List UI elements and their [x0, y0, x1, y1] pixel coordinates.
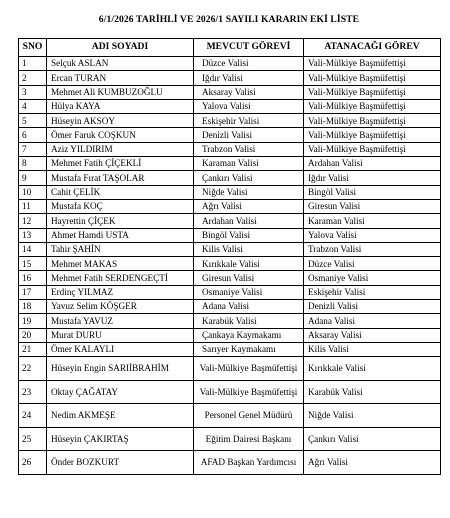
cell-name: Selçuk ASLAN [47, 57, 194, 71]
cell-assigned-duty: Vali-Mülkiye Başmüfettişi [304, 128, 441, 142]
cell-sno: 2 [19, 71, 47, 85]
cell-name: Murat DURU [47, 328, 194, 342]
cell-assigned-duty: Düzce Valisi [304, 257, 441, 271]
cell-sno: 21 [19, 342, 47, 356]
cell-current-duty: Yalova Valisi [194, 99, 304, 113]
column-header-assigned-duty: ATANACAĞI GÖREV [304, 39, 441, 57]
cell-name: Ercan TURAN [47, 71, 194, 85]
cell-assigned-duty: Ardahan Valisi [304, 157, 441, 171]
cell-assigned-duty: Denizli Valisi [304, 300, 441, 314]
cell-assigned-duty: Yalova Valisi [304, 228, 441, 242]
cell-name: Nedim AKMEŞE [47, 404, 194, 428]
table-row [19, 57, 441, 71]
table-row [19, 427, 441, 451]
table-row [19, 142, 441, 156]
table-row [19, 71, 441, 85]
cell-name: Yavuz Selim KÖŞGER [47, 300, 194, 314]
cell-sno: 5 [19, 114, 47, 128]
cell-current-duty: Bingöl Valisi [194, 228, 304, 242]
cell-sno: 26 [19, 451, 47, 475]
cell-current-duty: Vali-Mülkiye Başmüfettişi [194, 380, 304, 404]
cell-sno: 19 [19, 314, 47, 328]
table-row [19, 228, 441, 242]
cell-name: Mehmet Fatih ÇİÇEKLİ [47, 157, 194, 171]
cell-current-duty: Çankaya Kaymakamı [194, 328, 304, 342]
cell-name: Aziz YILDIRIM [47, 142, 194, 156]
table-row [19, 242, 441, 256]
cell-name: Mehmet Ali KUMBUZOĞLU [47, 85, 194, 99]
cell-sno: 4 [19, 99, 47, 113]
cell-current-duty: Ardahan Valisi [194, 214, 304, 228]
appointment-table [18, 38, 441, 475]
cell-current-duty: Düzce Valisi [194, 57, 304, 71]
cell-name: Hüseyin Engin SARIİBRAHİM [47, 357, 194, 381]
table-row [19, 114, 441, 128]
cell-sno: 1 [19, 57, 47, 71]
cell-current-duty: Sarıyer Kaymakamı [194, 342, 304, 356]
cell-assigned-duty: Bingöl Valisi [304, 185, 441, 199]
document-title: 6/1/2026 TARİHLİ VE 2026/1 SAYILI KARARIN EKİ LİSTE [98, 14, 360, 25]
table-row [19, 199, 441, 213]
table-row [19, 185, 441, 199]
cell-name: Hüseyin ÇAKIRTAŞ [47, 427, 194, 451]
cell-current-duty: Eğitim Dairesi Başkanı [194, 427, 304, 451]
table-row [19, 257, 441, 271]
table-row [19, 380, 441, 404]
cell-sno: 22 [19, 357, 47, 381]
cell-sno: 18 [19, 300, 47, 314]
cell-name: Mustafa KOÇ [47, 199, 194, 213]
cell-assigned-duty: Eskişehir Valisi [304, 285, 441, 299]
cell-current-duty: Niğde Valisi [194, 185, 304, 199]
cell-assigned-duty: Vali-Mülkiye Başmüfettişi [304, 85, 441, 99]
cell-current-duty: Osmaniye Valisi [194, 285, 304, 299]
cell-name: Mustafa Fırat TAŞOLAR [47, 171, 194, 185]
cell-assigned-duty: Trabzon Valisi [304, 242, 441, 256]
table-row [19, 451, 441, 475]
cell-sno: 6 [19, 128, 47, 142]
table-row [19, 285, 441, 299]
cell-name: Önder BOZKURT [47, 451, 194, 475]
cell-current-duty: Giresun Valisi [194, 271, 304, 285]
cell-assigned-duty: Giresun Valisi [304, 199, 441, 213]
cell-sno: 11 [19, 199, 47, 213]
cell-assigned-duty: Vali-Mülkiye Başmüfettişi [304, 114, 441, 128]
cell-sno: 12 [19, 214, 47, 228]
cell-sno: 7 [19, 142, 47, 156]
cell-assigned-duty: Aksaray Valisi [304, 328, 441, 342]
cell-current-duty: Eskişehir Valisi [194, 114, 304, 128]
column-header-current-duty: MEVCUT GÖREVİ [194, 39, 304, 57]
cell-current-duty: Aksaray Valisi [194, 85, 304, 99]
cell-sno: 16 [19, 271, 47, 285]
cell-sno: 14 [19, 242, 47, 256]
table-row [19, 271, 441, 285]
cell-sno: 10 [19, 185, 47, 199]
table-row [19, 157, 441, 171]
cell-sno: 9 [19, 171, 47, 185]
cell-assigned-duty: Kilis Valisi [304, 342, 441, 356]
cell-assigned-duty: Karabük Valisi [304, 380, 441, 404]
table-row [19, 404, 441, 428]
table-row [19, 300, 441, 314]
table-row [19, 314, 441, 328]
table-row [19, 328, 441, 342]
table-row [19, 214, 441, 228]
cell-sno: 25 [19, 427, 47, 451]
cell-name: Hülya KAYA [47, 99, 194, 113]
cell-current-duty: Karaman Valisi [194, 157, 304, 171]
cell-current-duty: Çankırı Valisi [194, 171, 304, 185]
cell-name: Hüseyin AKSOY [47, 114, 194, 128]
table-row [19, 128, 441, 142]
cell-current-duty: Adana Valisi [194, 300, 304, 314]
table-header-row [19, 39, 441, 57]
cell-assigned-duty: Vali-Mülkiye Başmüfettişi [304, 99, 441, 113]
table-row [19, 342, 441, 356]
cell-assigned-duty: Kırıkkale Valisi [304, 357, 441, 381]
cell-name: Oktay ÇAĞATAY [47, 380, 194, 404]
cell-assigned-duty: Osmaniye Valisi [304, 271, 441, 285]
cell-sno: 24 [19, 404, 47, 428]
table-row [19, 99, 441, 113]
cell-current-duty: Vali-Mülkiye Başmüfettişi [194, 357, 304, 381]
cell-name: Mustafa YAVUZ [47, 314, 194, 328]
cell-sno: 3 [19, 85, 47, 99]
table-row [19, 85, 441, 99]
cell-assigned-duty: Vali-Mülkiye Başmüfettişi [304, 57, 441, 71]
cell-sno: 15 [19, 257, 47, 271]
cell-current-duty: Karabük Valisi [194, 314, 304, 328]
cell-assigned-duty: Çankırı Valisi [304, 427, 441, 451]
cell-current-duty: Personel Genel Müdürü [194, 404, 304, 428]
cell-name: Ahmet Hamdi USTA [47, 228, 194, 242]
cell-assigned-duty: Iğdır Valisi [304, 171, 441, 185]
cell-sno: 17 [19, 285, 47, 299]
cell-sno: 23 [19, 380, 47, 404]
cell-current-duty: Kırıkkale Valisi [194, 257, 304, 271]
cell-assigned-duty: Vali-Mülkiye Başmüfettişi [304, 142, 441, 156]
cell-name: Hayrettin ÇİÇEK [47, 214, 194, 228]
cell-name: Mehmet Fatih SERDENGEÇTİ [47, 271, 194, 285]
table-row [19, 357, 441, 381]
cell-name: Cahit ÇELİK [47, 185, 194, 199]
cell-assigned-duty: Ağrı Valisi [304, 451, 441, 475]
cell-assigned-duty: Vali-Mülkiye Başmüfettişi [304, 71, 441, 85]
cell-assigned-duty: Adana Valisi [304, 314, 441, 328]
cell-current-duty: Trabzon Valisi [194, 142, 304, 156]
cell-name: Erdinç YILMAZ [47, 285, 194, 299]
cell-sno: 13 [19, 228, 47, 242]
column-header-name: ADI SOYADI [47, 39, 194, 57]
cell-current-duty: Kilis Valisi [194, 242, 304, 256]
cell-name: Tahir ŞAHİN [47, 242, 194, 256]
table-body [19, 57, 441, 475]
cell-current-duty: AFAD Başkan Yardımcısı [194, 451, 304, 475]
cell-current-duty: Iğdır Valisi [194, 71, 304, 85]
cell-current-duty: Ağrı Valisi [194, 199, 304, 213]
cell-sno: 8 [19, 157, 47, 171]
cell-current-duty: Denizli Valisi [194, 128, 304, 142]
cell-assigned-duty: Karaman Valisi [304, 214, 441, 228]
cell-assigned-duty: Niğde Valisi [304, 404, 441, 428]
table-row [19, 171, 441, 185]
cell-name: Mehmet MAKAS [47, 257, 194, 271]
cell-name: Ömer KALAYLI [47, 342, 194, 356]
cell-sno: 20 [19, 328, 47, 342]
column-header-sno: SNO [19, 39, 47, 57]
cell-name: Ömer Faruk COŞKUN [47, 128, 194, 142]
